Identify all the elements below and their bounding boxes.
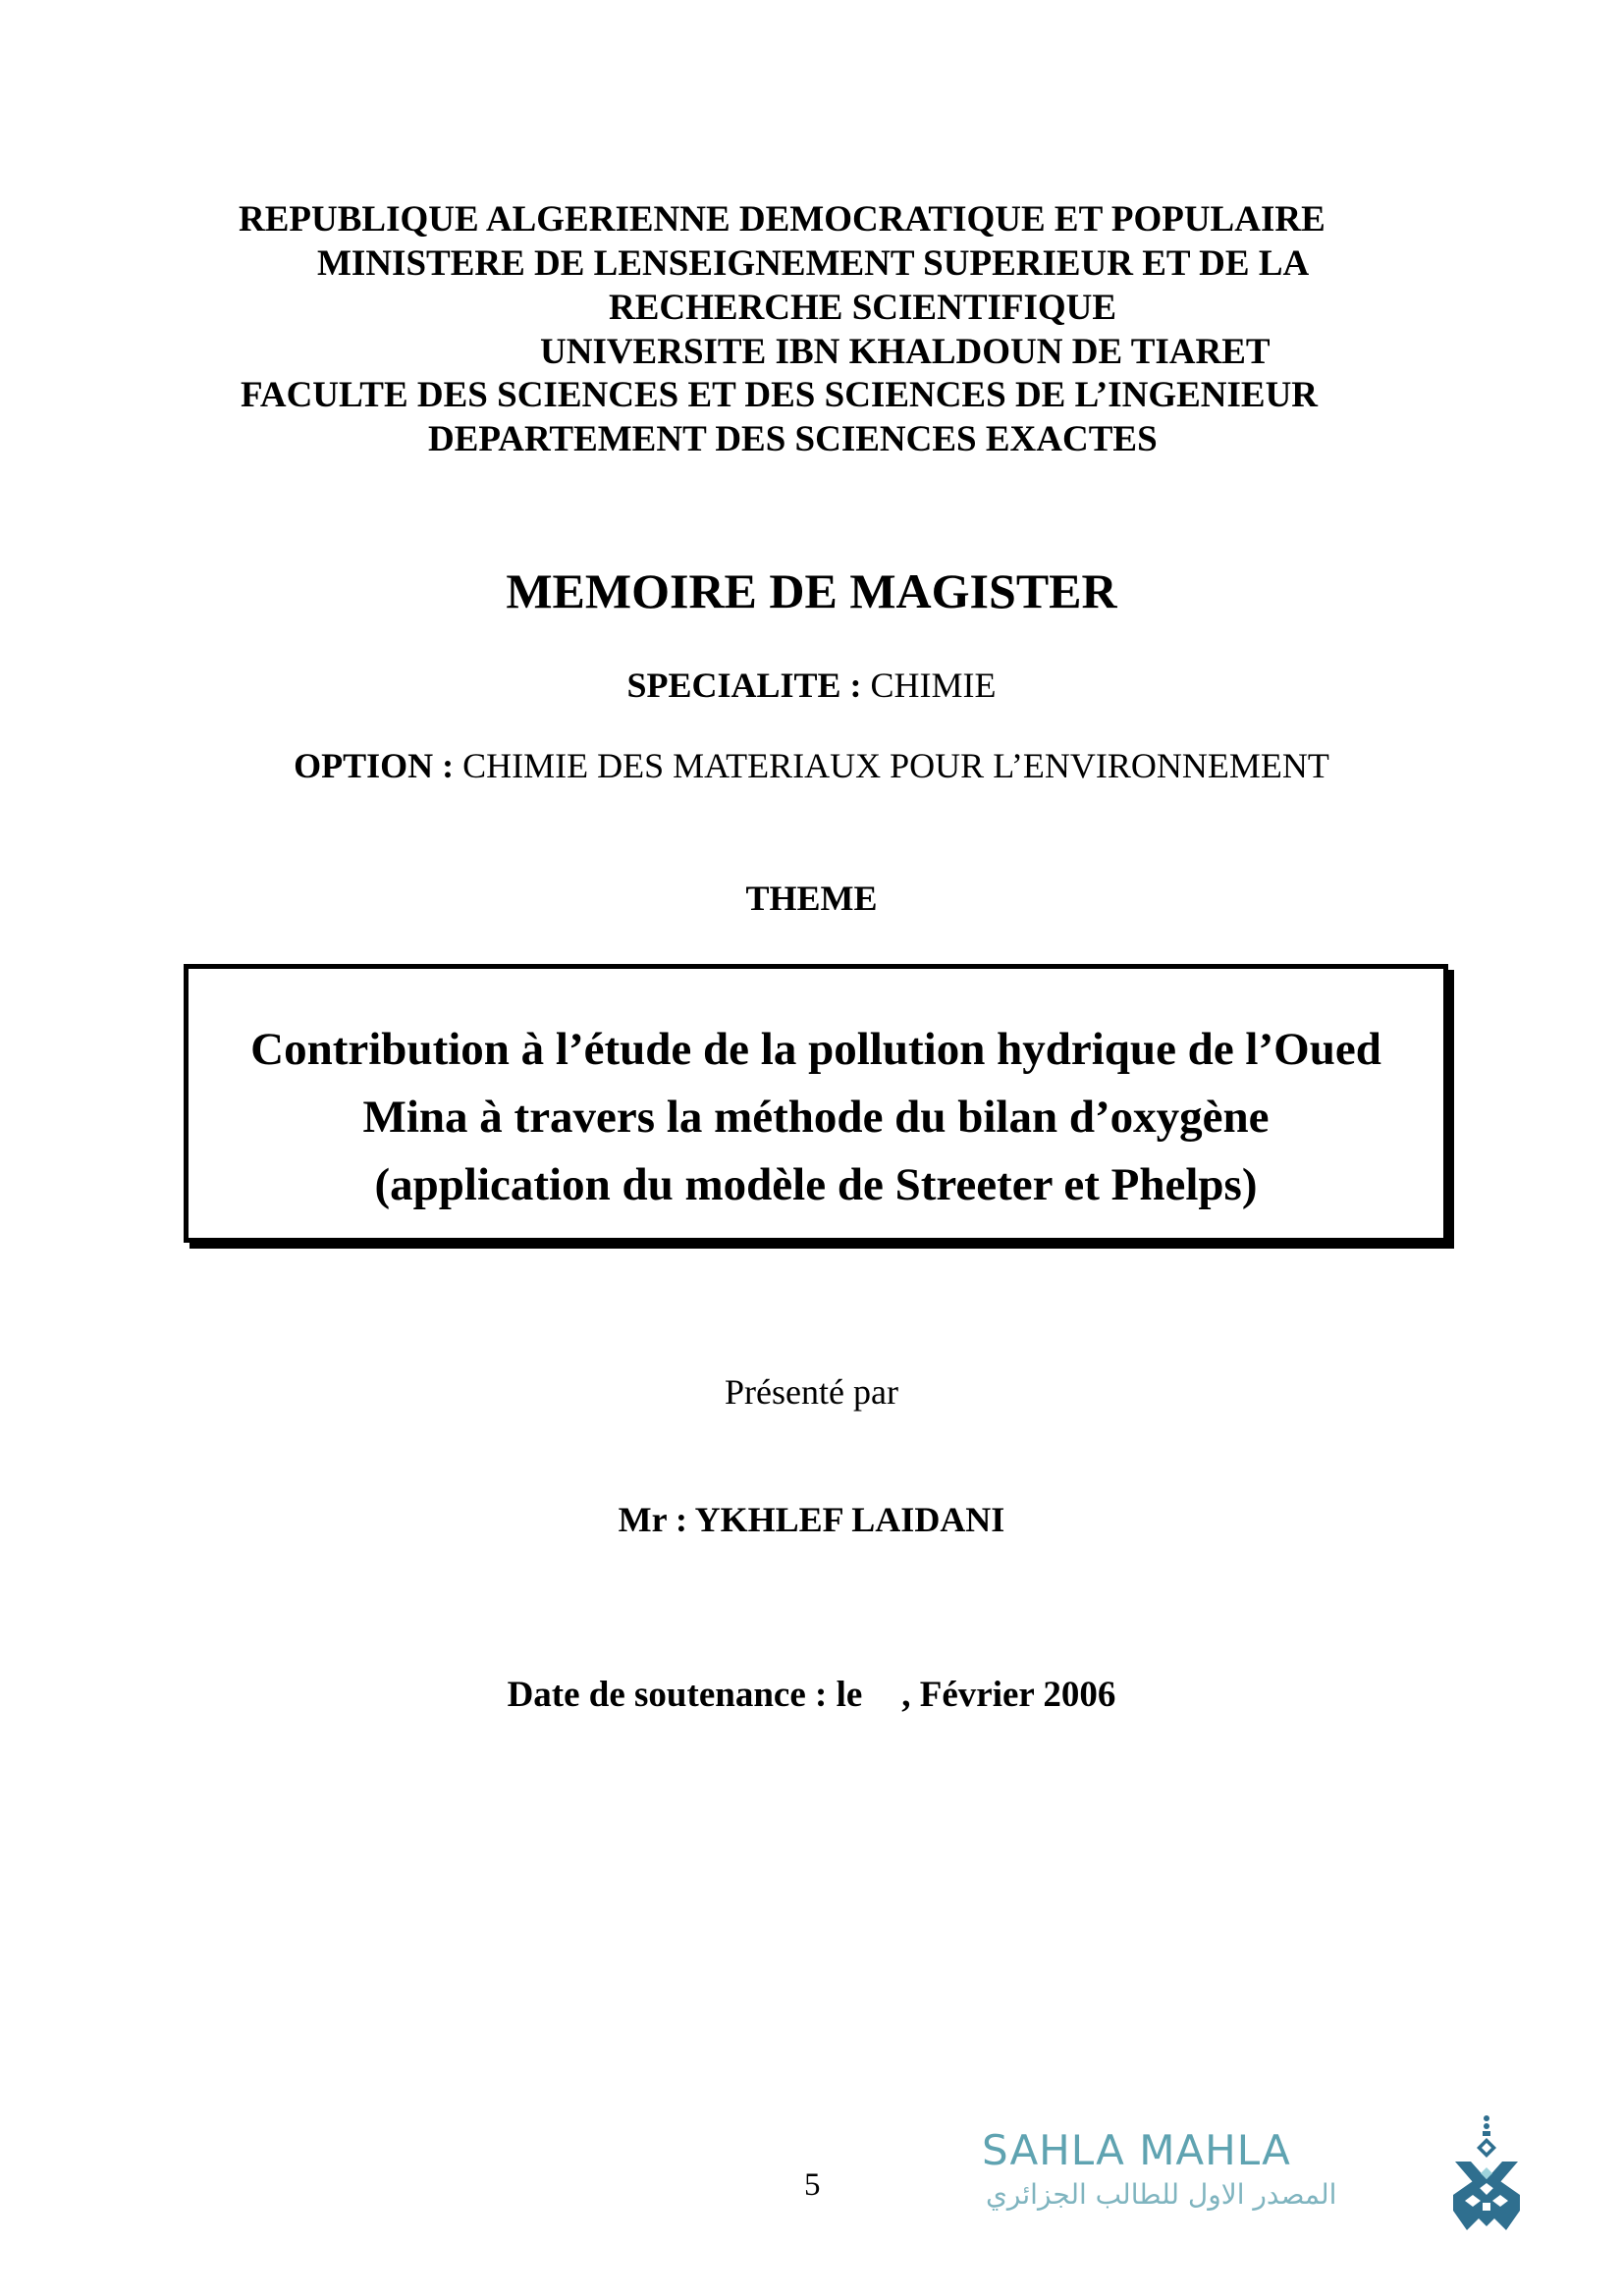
document-type-title: MEMOIRE DE MAGISTER: [506, 563, 1117, 618]
defense-date-prefix: Date de soutenance : le: [507, 1675, 863, 1715]
header-line-university: UNIVERSITE IBN KHALDOUN DE TIARET: [540, 332, 1271, 372]
option-line: [0, 748, 1623, 783]
page-number: 5: [804, 2167, 821, 2203]
theme-title-line-3: (application du modèle de Streeter et Phelps): [374, 1159, 1258, 1210]
header-line-ministry: MINISTERE DE LENSEIGNEMENT SUPERIEUR ET DE LA: [317, 243, 1310, 284]
theme-label: THEME: [745, 879, 878, 918]
sahla-mahla-logo-icon: [1447, 2112, 1526, 2240]
theme-box: [184, 964, 1448, 1243]
theme-title-line-1: Contribution à l’étude de la pollution hydrique de l’Oued: [250, 1024, 1381, 1075]
watermark-tagline: المصدر الاول للطالب الجزائري: [986, 2178, 1337, 2211]
header-line-faculty: FACULTE DES SCIENCES ET DES SCIENCES DE L’INGENIEUR: [241, 375, 1319, 415]
specialite-line: [0, 667, 1623, 703]
defense-date-suffix: , Février 2006: [901, 1675, 1116, 1715]
defense-date: [0, 1677, 1623, 1713]
specialite-value: CHIMIE: [870, 666, 997, 705]
header-line-republic: REPUBLIQUE ALGERIENNE DEMOCRATIQUE ET POPULAIRE: [239, 199, 1325, 240]
author-name: Mr : YKHLEF LAIDANI: [618, 1500, 1005, 1539]
sahla-mahla-watermark: [982, 2112, 1532, 2240]
option-value: CHIMIE DES MATERIAUX POUR L’ENVIRONNEMENT: [462, 746, 1329, 785]
presented-by-label: Présenté par: [725, 1372, 898, 1412]
watermark-brand: SAHLA MAHLA: [982, 2126, 1291, 2174]
specialite-label: SPECIALITE :: [626, 666, 862, 705]
theme-title-line-2: Mina à travers la méthode du bilan d’oxygène: [362, 1092, 1270, 1143]
header-line-research: RECHERCHE SCIENTIFIQUE: [609, 288, 1117, 328]
option-label: OPTION :: [294, 746, 455, 785]
theme-title: [189, 1016, 1443, 1219]
header-line-department: DEPARTEMENT DES SCIENCES EXACTES: [428, 419, 1158, 459]
